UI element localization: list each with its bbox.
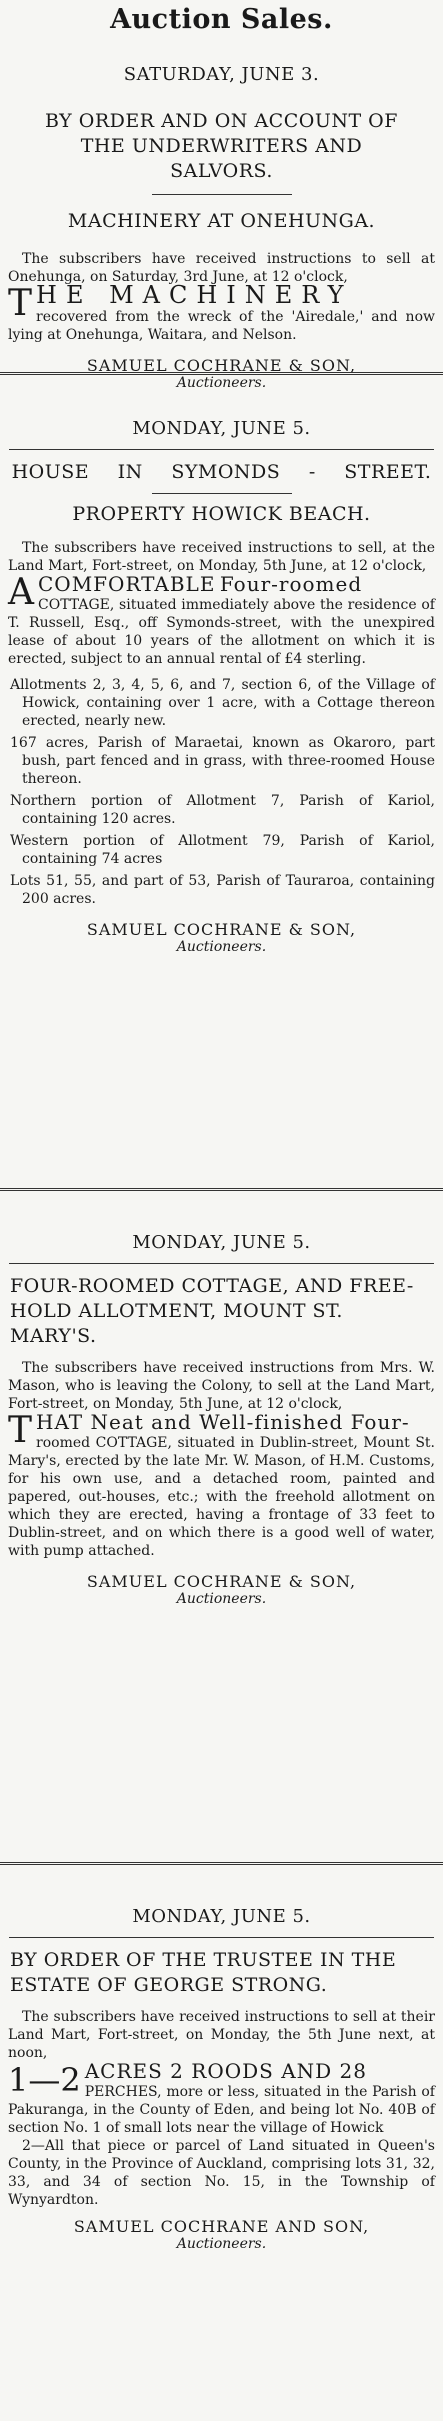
ad-heading: MARY'S.: [10, 1325, 97, 1347]
ad-heading: FOUR-ROOMED COTTAGE, AND FREE-: [10, 1275, 414, 1297]
auctioneers: Auctioneers.: [176, 375, 267, 391]
signature: SAMUEL COCHRANE & SON,: [86, 356, 357, 375]
drop-words: ACRES 2 ROODS AND 28: [84, 2059, 367, 2083]
signature: SAMUEL COCHRANE & SON,: [86, 920, 357, 939]
ad-heading: MACHINERY AT ONEHUNGA.: [67, 210, 376, 232]
drop-paragraph: [0, 2059, 443, 2137]
ad-date: SATURDAY, JUNE 3.: [123, 64, 320, 85]
auction-ad-1: [0, 64, 443, 391]
drop-rest: recovered from the wreck of the 'Airedale,' and now lying at Onehunga, Waitara, and Nelson.: [8, 309, 435, 343]
ad-date: MONDAY, JUNE 5.: [132, 418, 311, 439]
drop-words: COMFORTABLE: [38, 572, 216, 596]
drop-paragraph: [0, 1410, 443, 1560]
ad-intro: The subscribers have received instructions to sell, at the Land Mart, Fort-street, on Monday, 5th June, at 12 o'clock,: [8, 540, 435, 574]
auctioneers: Auctioneers.: [176, 1591, 267, 1607]
ad-separator: [0, 1862, 443, 1865]
order-line: THE UNDERWRITERS AND: [80, 135, 363, 157]
ad-heading: ESTATE OF GEORGE STRONG.: [10, 1974, 328, 1996]
drop-letter: T: [8, 283, 33, 324]
ad-intro: The subscribers have received instructions to sell at their Land Mart, Fort-street, on Monday, the 5th June next, at noon,: [8, 2009, 435, 2061]
lot-item: Western portion of Allotment 79, Parish of Kariol, containing 74 acres: [10, 833, 435, 867]
ad-intro: The subscribers have received instructions from Mrs. W. Mason, who is leaving the Colony, to sell at the Land Mart, Fort-street, on Monday, 5th June, at 12 o'clock,: [8, 1360, 435, 1412]
order-line: SALVORS.: [170, 160, 273, 182]
lot-item: 167 acres, Parish of Maraetai, known as Okaroro, part bush, part fenced and in grass, with three-roomed House thereon.: [10, 735, 435, 787]
ad-heading: BY ORDER OF THE TRUSTEE IN THE: [10, 1949, 397, 1971]
auctioneers: Auctioneers.: [176, 2236, 267, 2252]
auction-ad-2: [0, 418, 443, 955]
ad-date: MONDAY, JUNE 5.: [132, 1232, 311, 1253]
drop-letter: 1—2: [8, 2061, 81, 2099]
ad-heading: HOLD ALLOTMENT, MOUNT ST.: [10, 1300, 343, 1322]
drop-words: HAT Neat and Well-finished Four-: [36, 1410, 410, 1434]
drop-tail: Four-roomed: [219, 572, 363, 596]
order-line: BY ORDER AND ON ACCOUNT OF: [45, 110, 398, 132]
drop-letter: A: [8, 572, 34, 613]
signature: SAMUEL COCHRANE AND SON,: [73, 2217, 370, 2236]
drop-paragraph: [0, 572, 443, 668]
auction-ad-3: [0, 1232, 443, 1607]
drop-rest: COTTAGE, situated immediately above the residence of T. Russell, Esq., off Symonds-street, with the unexpired lease of about 10 years of the allotment on which it is erected, subject to an annual rental of £4 sterling.: [8, 597, 435, 667]
masthead: Auction Sales.: [110, 4, 333, 35]
lot-item: Northern portion of Allotment 7, Parish of Kariol, containing 120 acres.: [10, 793, 435, 827]
drop-rest: roomed COTTAGE, situated in Dublin-street, Mount St. Mary's, erected by the late Mr. W. Mason, of H.M. Customs, for his own use, and a detached room, painted and papered, out-houses, etc.; with the freehold allotment on which they are erected, having a frontage of 33 feet to Dublin-street, and on which there is a good well of water, with pump attached.: [8, 1435, 435, 1559]
drop-words: HE MACHINERY: [36, 281, 353, 309]
signature: SAMUEL COCHRANE & SON,: [86, 1572, 357, 1591]
ad-separator: [0, 372, 443, 375]
lot-item: Allotments 2, 3, 4, 5, 6, and 7, section 6, of the Village of Howick, containing over 1 acre, with a Cottage thereon erected, nearly new.: [10, 677, 435, 729]
ad-heading: PROPERTY HOWICK BEACH.: [72, 503, 371, 525]
lot-item: 2—All that piece or parcel of Land situated in Queen's County, in the Province of Auckland, comprising lots 31, 32, 33, and 34 of section No. 15, in the Township of Wynyardton.: [8, 2138, 435, 2208]
auctioneers: Auctioneers.: [176, 939, 267, 955]
lot-item: Lots 51, 55, and part of 53, Parish of Tauraroa, containing 200 acres.: [10, 873, 435, 907]
drop-letter: T: [8, 1410, 33, 1451]
ad-date: MONDAY, JUNE 5.: [132, 1906, 311, 1927]
drop-paragraph: [0, 281, 443, 344]
ad-intro: The subscribers have received instructions to sell at Onehunga, on Saturday, 3rd June, at 12 o'clock,: [8, 251, 435, 285]
drop-rest: PERCHES, more or less, situated in the Parish of Pakuranga, in the County of Eden, and being lot No. 40B of section No. 1 of small lots near the village of Howick: [8, 2084, 435, 2136]
auction-ad-4: [0, 1906, 443, 2252]
ad-separator: [0, 1188, 443, 1191]
ad-heading: HOUSE IN SYMONDS - STREET.: [11, 461, 432, 483]
